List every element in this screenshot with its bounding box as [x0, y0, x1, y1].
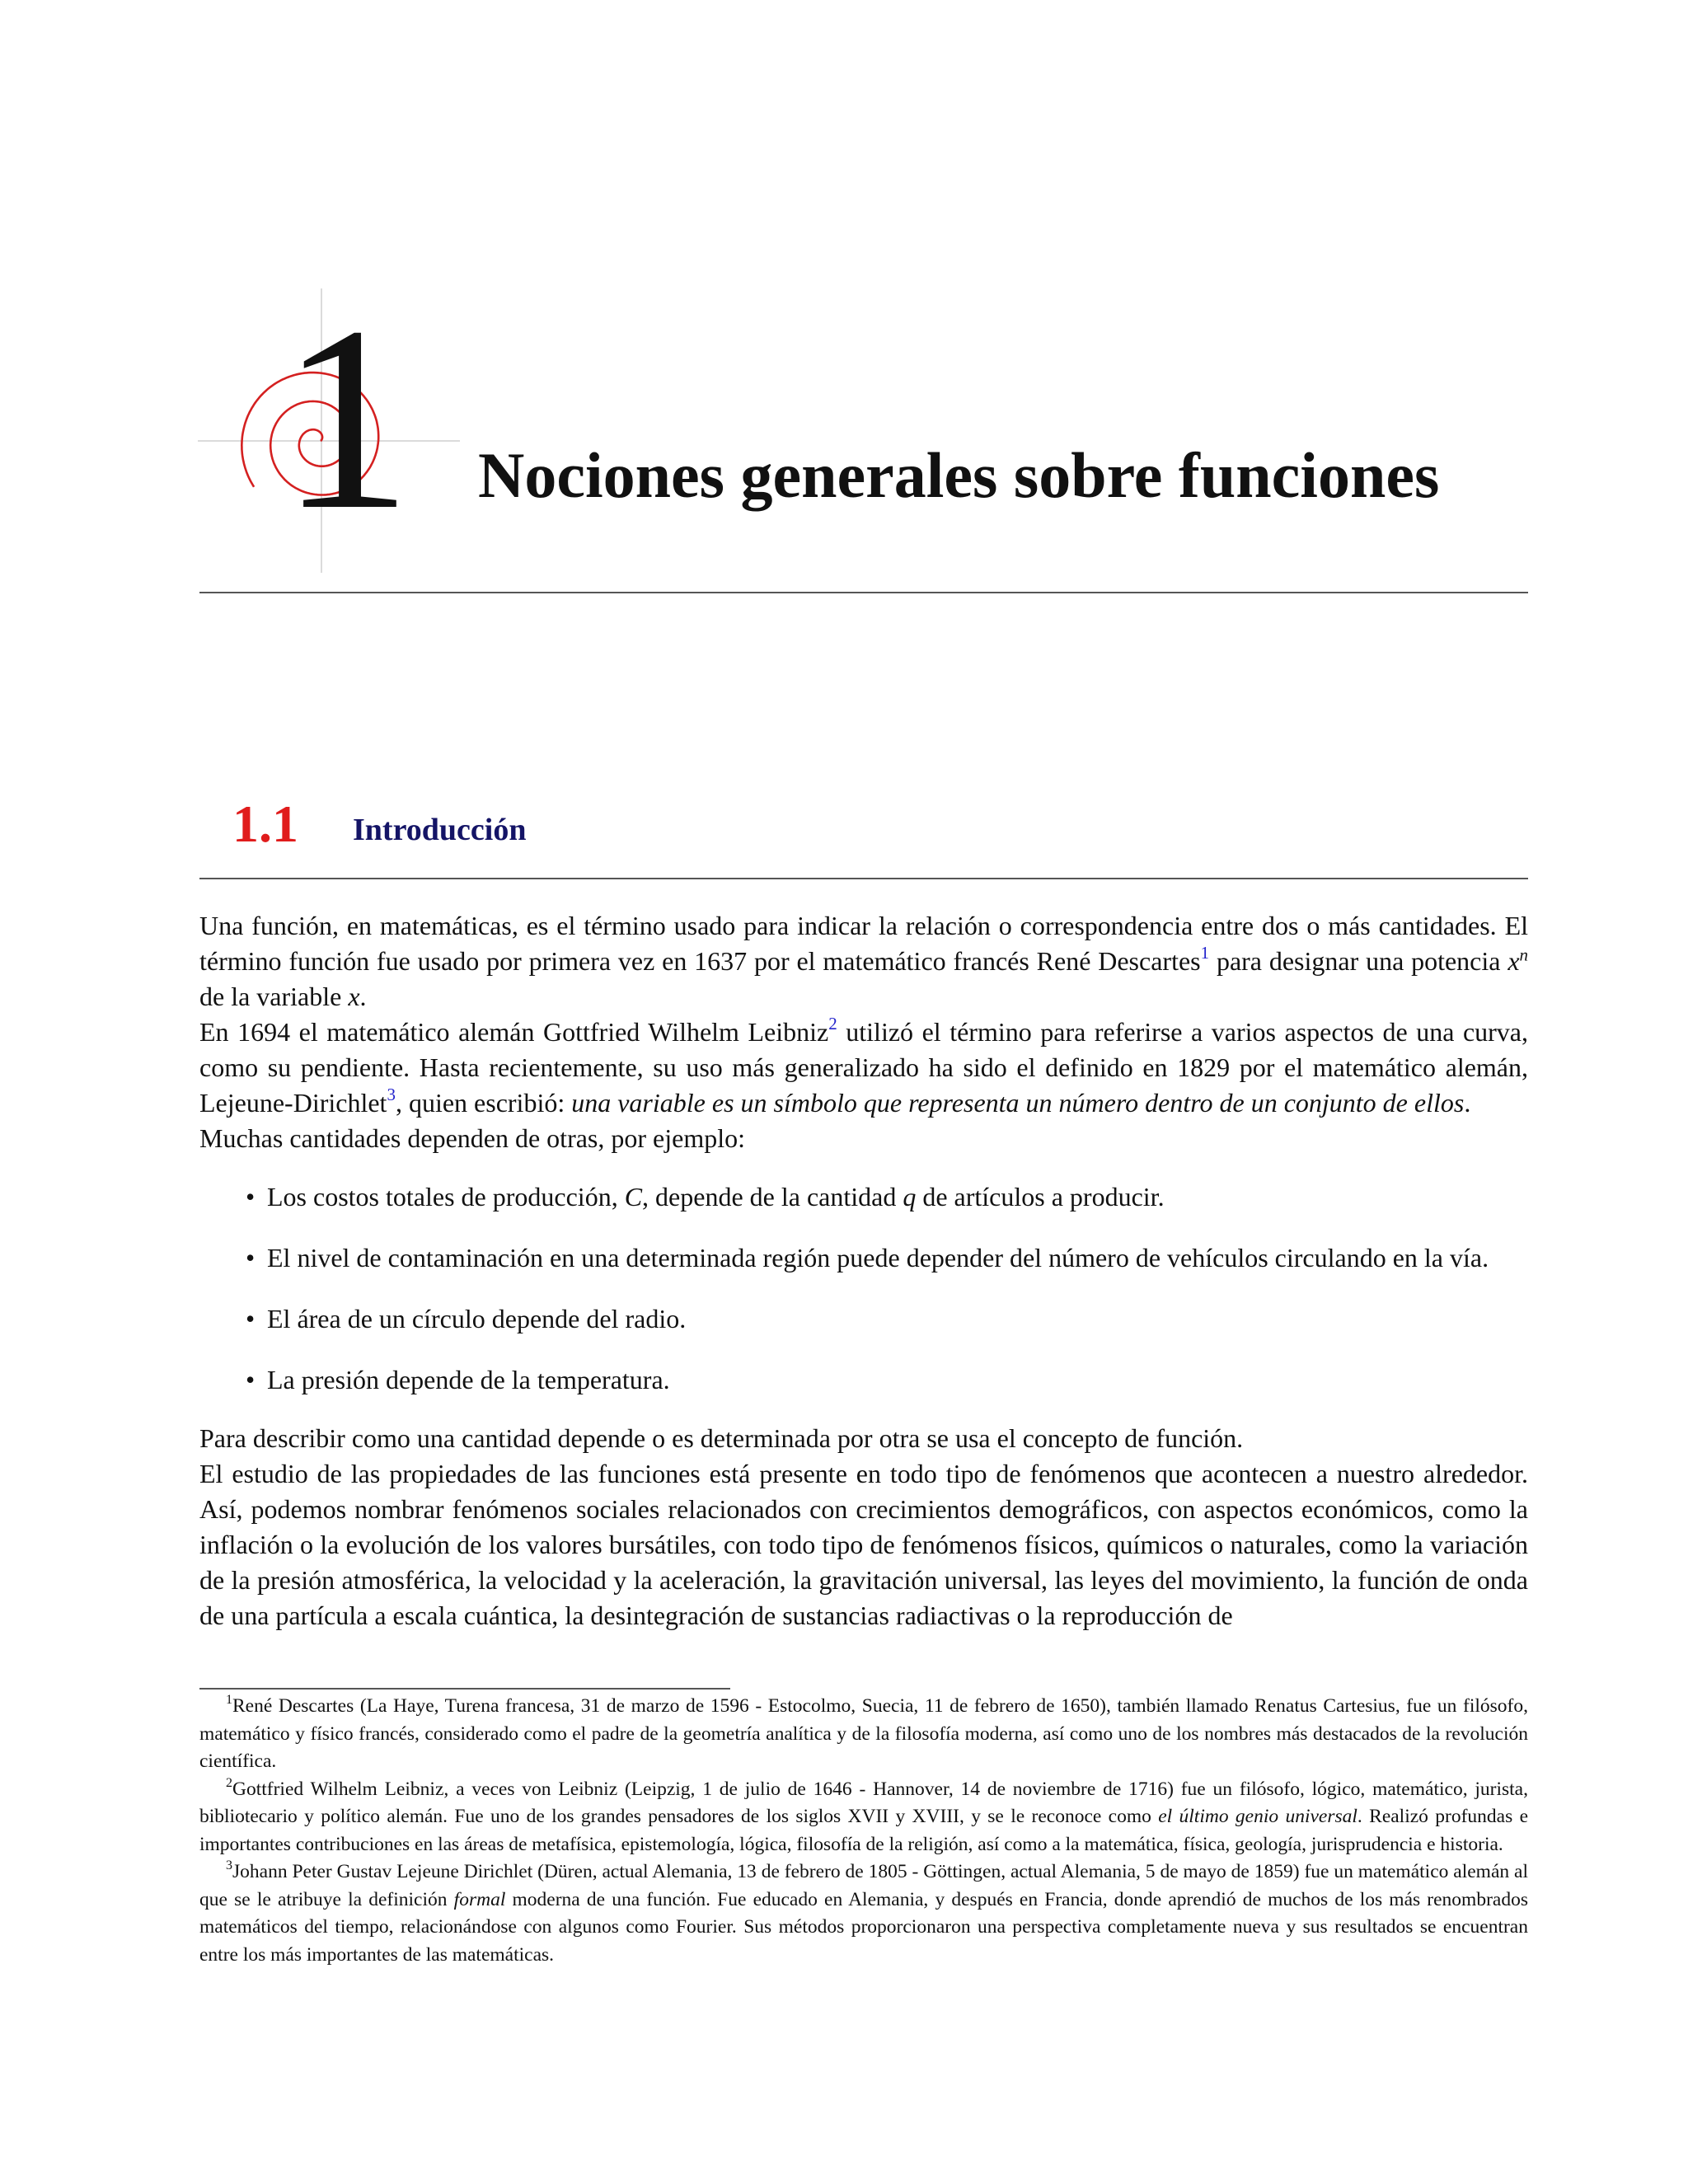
- list-item: [246, 1179, 1528, 1215]
- text-run: Los costos totales de producción,: [267, 1182, 625, 1212]
- section-divider: [199, 878, 1528, 879]
- footnote-text: . Realizó profundas e importantes contribuciones en las áreas de metafísica, epistemología, lógica, filosofía de la religión, así como a la matemática, física, geología, jurisprudencia e historia.: [199, 1806, 1529, 1855]
- footnote-2: [199, 1776, 1528, 1859]
- examples-list: [199, 1179, 1528, 1398]
- footnote-number: 2: [226, 1775, 232, 1790]
- text-run: .: [359, 982, 367, 1011]
- footnote-emphasis: el último genio universal: [1158, 1806, 1357, 1827]
- math-exponent-n: n: [1519, 944, 1529, 965]
- paragraph-1: [199, 908, 1528, 1015]
- text-run: de artículos a producir.: [916, 1182, 1165, 1212]
- dirichlet-quote: una variable es un símbolo que representa un número dentro de un conjunto de ellos: [571, 1088, 1465, 1118]
- text-run: El nivel de contaminación en una determinada región puede depender del número de vehículos circulando en la vía.: [267, 1243, 1489, 1272]
- chapter-emblem: [198, 272, 478, 577]
- bullet-glyph: •: [246, 1365, 256, 1394]
- text-run: Una función, en matemáticas, es el término usado para indicar la relación o correspondencia entre dos o más cantidades. El término función fue usado por primera vez en 1637 por el matemático francés René Descartes: [199, 911, 1528, 976]
- footnote-ref-2[interactable]: 2: [828, 1014, 837, 1033]
- footnote-emphasis: formal: [453, 1888, 506, 1910]
- list-item: [246, 1362, 1528, 1398]
- text-run: para designar una potencia: [1209, 946, 1508, 976]
- footnote-ref-3[interactable]: 3: [387, 1085, 396, 1104]
- paragraph-3: Muchas cantidades dependen de otras, por ejemplo:: [199, 1123, 745, 1153]
- chapter-number: 1: [280, 273, 412, 565]
- footnote-text: moderna de una función. Fue educado en Alemania, y después en Francia, donde aprendió de muchos de los más renombrados matemáticos del tiempo, relacionándose con algunos como Fourier. Sus métodos proporcionaron una perspectiva completamente nueva y sus resultados se encuentran entre los más importantes de las matemáticas.: [199, 1888, 1528, 1966]
- text-run: .: [1464, 1088, 1471, 1118]
- text-run: , quien escribió:: [395, 1088, 572, 1118]
- chapter-title: Nociones generales sobre funciones: [478, 439, 1440, 511]
- math-var-x: x: [348, 982, 360, 1011]
- text-run: La presión depende de la temperatura.: [267, 1365, 670, 1394]
- footnote-text: Gottfried Wilhelm Leibniz, a veces von Leibniz (Leipzig, 1 de julio de 1646 - Hannover, 14 de noviembre de 1716) fue un filósofo, lógico, matemático, jurista, bibliotecario y político alemán. Fue uno de los grandes pensadores de los siglos XVII y XVIII, y se le reconoce como: [199, 1778, 1528, 1827]
- body-text: [199, 908, 1528, 1633]
- paragraph-4: Para describir como una cantidad depende o es determinada por otra se usa el concepto de función.: [199, 1423, 1244, 1453]
- math-var-c: C: [624, 1182, 643, 1212]
- paragraph-5: El estudio de las propiedades de las funciones está presente en todo tipo de fenómenos que acontecen a nuestro alrededor. Así, podemos nombrar fenómenos sociales relacionados con crecimientos demográficos, con aspectos económicos, como la inflación o la evolución de los valores bursátiles, con todo tipo de fenómenos físicos, químicos o naturales, como la variación de la presión atmosférica, la velocidad y la aceleración, la gravitación universal, las leyes del movimiento, la función de onda de una partícula a escala cuántica, la desintegración de sustancias radiactivas o la reproducción de: [199, 1459, 1528, 1630]
- footnote-divider: [199, 1688, 730, 1690]
- footnote-3: [199, 1858, 1528, 1969]
- footnote-1: [199, 1693, 1528, 1776]
- text-run: En 1694 el matemático alemán Gottfried Wilhelm Leibniz: [199, 1017, 829, 1047]
- math-var-x: x: [1507, 946, 1520, 976]
- math-var-q: q: [903, 1182, 917, 1212]
- text-run: de la variable: [199, 982, 349, 1011]
- list-item: [246, 1240, 1528, 1276]
- footnote-number: 1: [226, 1693, 232, 1707]
- section-title: Introducción: [353, 813, 527, 847]
- paragraph-2: [199, 1015, 1528, 1121]
- chapter-divider: [199, 592, 1528, 593]
- footnote-ref-1[interactable]: 1: [1200, 943, 1210, 963]
- bullet-glyph: •: [246, 1304, 256, 1333]
- text-run: , depende de la cantidad: [642, 1182, 903, 1212]
- footnote-text: Johann Peter Gustav Lejeune Dirichlet (Düren, actual Alemania, 13 de febrero de 1805 - Göttingen, actual Alemania, 5 de mayo de 1859) fue un matemático alemán al que se le atribuye la definición: [199, 1861, 1528, 1910]
- bullet-glyph: •: [246, 1243, 256, 1272]
- footnote-text: René Descartes (La Haye, Turena francesa, 31 de marzo de 1596 - Estocolmo, Suecia, 11 de febrero de 1650), también llamado Renatus Cartesius, fue un filósofo, matemático y físico francés, considerado como el padre de la geometría analítica y de la filosofía moderna, así como uno de los nombres más destacados de la revolución científica.: [199, 1695, 1528, 1772]
- section-number: 1.1: [232, 794, 298, 853]
- text-run: El área de un círculo depende del radio.: [267, 1304, 687, 1333]
- footnotes: [199, 1693, 1528, 1969]
- text-run: utilizó el término para referirse a varios aspectos de una curva, como su pendiente. Hasta recientemente, su uso más generalizado ha sido el definido en 1829 por el matemático alemán, Lejeune-Dirichlet: [199, 1017, 1529, 1118]
- spiral-numeral-graphic: [198, 272, 478, 577]
- footnote-number: 3: [226, 1858, 232, 1872]
- bullet-glyph: •: [246, 1182, 256, 1212]
- list-item: [246, 1301, 1528, 1337]
